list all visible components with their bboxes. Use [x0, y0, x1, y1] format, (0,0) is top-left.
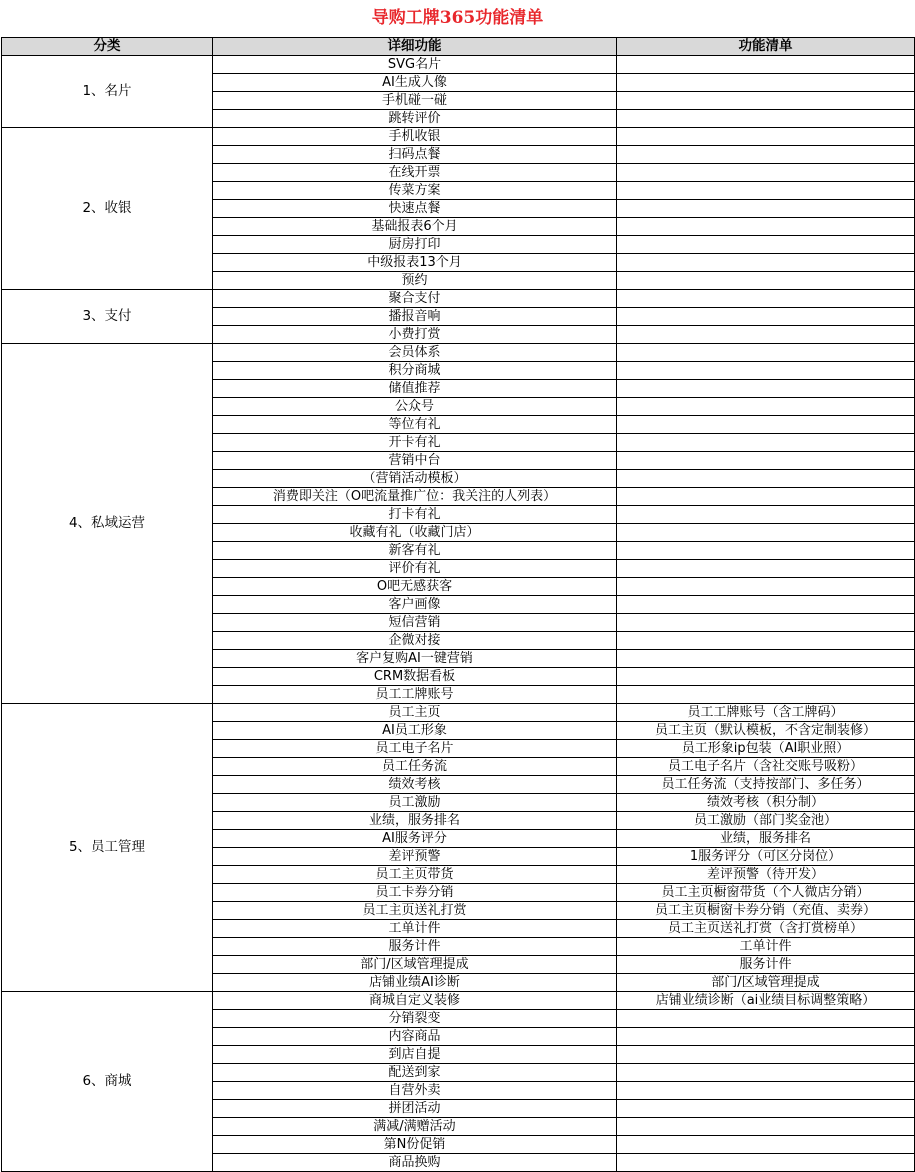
detail-cell[interactable]: 业绩，服务排名 — [213, 812, 617, 830]
detail-cell[interactable]: 快速点餐 — [213, 200, 617, 218]
sheet-title: 导购工牌365功能清单 — [371, 8, 544, 28]
list-cell[interactable]: 员工工牌账号（含工牌码） — [617, 704, 915, 722]
header-detail[interactable]: 详细功能 — [213, 38, 617, 56]
list-cell[interactable] — [617, 470, 915, 488]
detail-cell[interactable]: 积分商城 — [213, 362, 617, 380]
list-cell[interactable]: 员工主页（默认模板，不含定制装修） — [617, 722, 915, 740]
list-cell[interactable] — [617, 1082, 915, 1100]
list-cell[interactable] — [617, 1136, 915, 1154]
list-cell[interactable] — [617, 308, 915, 326]
detail-cell[interactable]: 员工工牌账号 — [213, 686, 617, 704]
detail-cell[interactable]: 收藏有礼（收藏门店） — [213, 524, 617, 542]
detail-cell[interactable]: 评价有礼 — [213, 560, 617, 578]
list-cell[interactable] — [617, 182, 915, 200]
detail-cell[interactable]: 第N份促销 — [213, 1136, 617, 1154]
list-cell[interactable] — [617, 1064, 915, 1082]
list-cell[interactable] — [617, 1154, 915, 1172]
table-row — [2, 290, 915, 308]
detail-cell[interactable]: 企微对接 — [213, 632, 617, 650]
list-cell[interactable] — [617, 632, 915, 650]
detail-cell[interactable]: 到店自提 — [213, 1046, 617, 1064]
detail-cell[interactable]: 服务计件 — [213, 938, 617, 956]
detail-cell[interactable]: 分销裂变 — [213, 1010, 617, 1028]
detail-cell[interactable]: O吧无感获客 — [213, 578, 617, 596]
detail-cell[interactable]: 商城自定义装修 — [213, 992, 617, 1010]
detail-cell[interactable]: 工单计件 — [213, 920, 617, 938]
header-list[interactable]: 功能清单 — [617, 38, 915, 56]
header-category[interactable]: 分类 — [2, 38, 213, 56]
list-cell[interactable] — [617, 290, 915, 308]
detail-cell[interactable]: 公众号 — [213, 398, 617, 416]
detail-cell[interactable]: 客户复购AI一键营销 — [213, 650, 617, 668]
category-cell[interactable]: 6、商城 — [2, 992, 213, 1172]
detail-cell[interactable]: 打卡有礼 — [213, 506, 617, 524]
list-cell[interactable] — [617, 380, 915, 398]
list-cell[interactable] — [617, 1100, 915, 1118]
detail-cell[interactable]: 自营外卖 — [213, 1082, 617, 1100]
list-cell[interactable]: 员工主页送礼打赏（含打赏榜单） — [617, 920, 915, 938]
list-cell[interactable] — [617, 200, 915, 218]
list-cell[interactable] — [617, 614, 915, 632]
list-cell[interactable] — [617, 344, 915, 362]
category-cell[interactable]: 5、员工管理 — [2, 704, 213, 992]
detail-cell[interactable]: SVG名片 — [213, 56, 617, 74]
detail-cell[interactable]: 播报音响 — [213, 308, 617, 326]
detail-cell[interactable]: 消费即关注（O吧流量推广位：我关注的人列表） — [213, 488, 617, 506]
list-cell[interactable] — [617, 254, 915, 272]
detail-cell[interactable]: 跳转评价 — [213, 110, 617, 128]
category-cell[interactable]: 4、私域运营 — [2, 344, 213, 704]
list-cell[interactable] — [617, 398, 915, 416]
list-cell[interactable]: 差评预警（待开发） — [617, 866, 915, 884]
detail-cell[interactable]: AI生成人像 — [213, 74, 617, 92]
list-cell[interactable] — [617, 578, 915, 596]
list-cell[interactable] — [617, 128, 915, 146]
list-cell[interactable] — [617, 110, 915, 128]
detail-cell[interactable]: 客户画像 — [213, 596, 617, 614]
list-cell[interactable] — [617, 596, 915, 614]
detail-cell[interactable]: 聚合支付 — [213, 290, 617, 308]
detail-cell[interactable]: 店铺业绩AI诊断 — [213, 974, 617, 992]
detail-cell[interactable]: 绩效考核 — [213, 776, 617, 794]
table-row — [2, 992, 915, 1010]
detail-cell[interactable]: 商品换购 — [213, 1154, 617, 1172]
table-row — [2, 128, 915, 146]
detail-cell[interactable]: 员工激励 — [213, 794, 617, 812]
detail-cell[interactable]: 厨房打印 — [213, 236, 617, 254]
list-cell[interactable]: 绩效考核（积分制） — [617, 794, 915, 812]
detail-cell[interactable]: 小费打赏 — [213, 326, 617, 344]
list-cell[interactable] — [617, 1046, 915, 1064]
table-row — [2, 344, 915, 362]
detail-cell[interactable]: 员工主页 — [213, 704, 617, 722]
detail-cell[interactable]: 会员体系 — [213, 344, 617, 362]
list-cell[interactable]: 员工主页橱窗卡券分销（充值、卖券） — [617, 902, 915, 920]
list-cell[interactable] — [617, 416, 915, 434]
detail-cell[interactable]: 预约 — [213, 272, 617, 290]
list-cell[interactable] — [617, 524, 915, 542]
detail-cell[interactable]: 开卡有礼 — [213, 434, 617, 452]
list-cell[interactable]: 员工激励（部门奖金池） — [617, 812, 915, 830]
detail-cell[interactable]: 部门/区域管理提成 — [213, 956, 617, 974]
detail-cell[interactable]: 在线开票 — [213, 164, 617, 182]
list-cell[interactable] — [617, 506, 915, 524]
list-cell[interactable] — [617, 56, 915, 74]
list-cell[interactable] — [617, 452, 915, 470]
detail-cell[interactable]: 差评预警 — [213, 848, 617, 866]
list-cell[interactable] — [617, 1118, 915, 1136]
list-cell[interactable]: 工单计件 — [617, 938, 915, 956]
detail-cell[interactable]: 中级报表13个月 — [213, 254, 617, 272]
list-cell[interactable] — [617, 1028, 915, 1046]
category-cell[interactable]: 2、收银 — [2, 128, 213, 290]
detail-cell[interactable]: 新客有礼 — [213, 542, 617, 560]
detail-cell[interactable]: AI服务评分 — [213, 830, 617, 848]
detail-cell[interactable]: 等位有礼 — [213, 416, 617, 434]
list-cell[interactable]: 店铺业绩诊断（ai业绩目标调整策略） — [617, 992, 915, 1010]
detail-cell[interactable]: 手机收银 — [213, 128, 617, 146]
list-cell[interactable] — [617, 272, 915, 290]
list-cell[interactable] — [617, 686, 915, 704]
list-cell[interactable]: 1服务评分（可区分岗位） — [617, 848, 915, 866]
detail-cell[interactable]: 拼团活动 — [213, 1100, 617, 1118]
list-cell[interactable] — [617, 74, 915, 92]
list-cell[interactable] — [617, 146, 915, 164]
detail-cell[interactable]: 满减/满赠活动 — [213, 1118, 617, 1136]
list-cell[interactable] — [617, 434, 915, 452]
list-cell[interactable] — [617, 542, 915, 560]
list-cell[interactable]: 员工电子名片（含社交账号吸粉） — [617, 758, 915, 776]
detail-cell[interactable]: 传菜方案 — [213, 182, 617, 200]
list-cell[interactable] — [617, 650, 915, 668]
table-row — [2, 56, 915, 74]
detail-cell[interactable]: 员工主页送礼打赏 — [213, 902, 617, 920]
detail-cell[interactable]: 员工主页带货 — [213, 866, 617, 884]
detail-cell[interactable]: 手机碰一碰 — [213, 92, 617, 110]
detail-cell[interactable]: 扫码点餐 — [213, 146, 617, 164]
detail-cell[interactable]: 营销中台 — [213, 452, 617, 470]
list-cell[interactable] — [617, 236, 915, 254]
detail-cell[interactable]: 员工任务流 — [213, 758, 617, 776]
detail-cell[interactable]: 员工电子名片 — [213, 740, 617, 758]
list-cell[interactable]: 员工形象ip包装（AI职业照） — [617, 740, 915, 758]
header-row — [2, 38, 915, 56]
list-cell[interactable] — [617, 560, 915, 578]
list-cell[interactable] — [617, 164, 915, 182]
list-cell[interactable]: 员工任务流（支持按部门、多任务） — [617, 776, 915, 794]
list-cell[interactable]: 服务计件 — [617, 956, 915, 974]
table-row — [2, 704, 915, 722]
list-cell[interactable] — [617, 488, 915, 506]
list-cell[interactable] — [617, 362, 915, 380]
detail-cell[interactable]: 员工卡券分销 — [213, 884, 617, 902]
detail-cell[interactable]: AI员工形象 — [213, 722, 617, 740]
detail-cell[interactable]: 基础报表6个月 — [213, 218, 617, 236]
detail-cell[interactable]: 短信营销 — [213, 614, 617, 632]
detail-cell[interactable]: 储值推荐 — [213, 380, 617, 398]
list-cell[interactable] — [617, 326, 915, 344]
list-cell[interactable]: 部门/区域管理提成 — [617, 974, 915, 992]
category-cell[interactable]: 3、支付 — [2, 290, 213, 344]
list-cell[interactable]: 业绩，服务排名 — [617, 830, 915, 848]
list-cell[interactable] — [617, 218, 915, 236]
detail-cell[interactable]: （营销活动模板） — [213, 470, 617, 488]
list-cell[interactable] — [617, 1010, 915, 1028]
category-cell[interactable]: 1、名片 — [2, 56, 213, 128]
table-body — [2, 56, 915, 1172]
list-cell[interactable]: 员工主页橱窗带货（个人微店分销） — [617, 884, 915, 902]
list-cell[interactable] — [617, 668, 915, 686]
detail-cell[interactable]: 配送到家 — [213, 1064, 617, 1082]
list-cell[interactable] — [617, 92, 915, 110]
detail-cell[interactable]: 内容商品 — [213, 1028, 617, 1046]
feature-table — [1, 37, 915, 1172]
detail-cell[interactable]: CRM数据看板 — [213, 668, 617, 686]
